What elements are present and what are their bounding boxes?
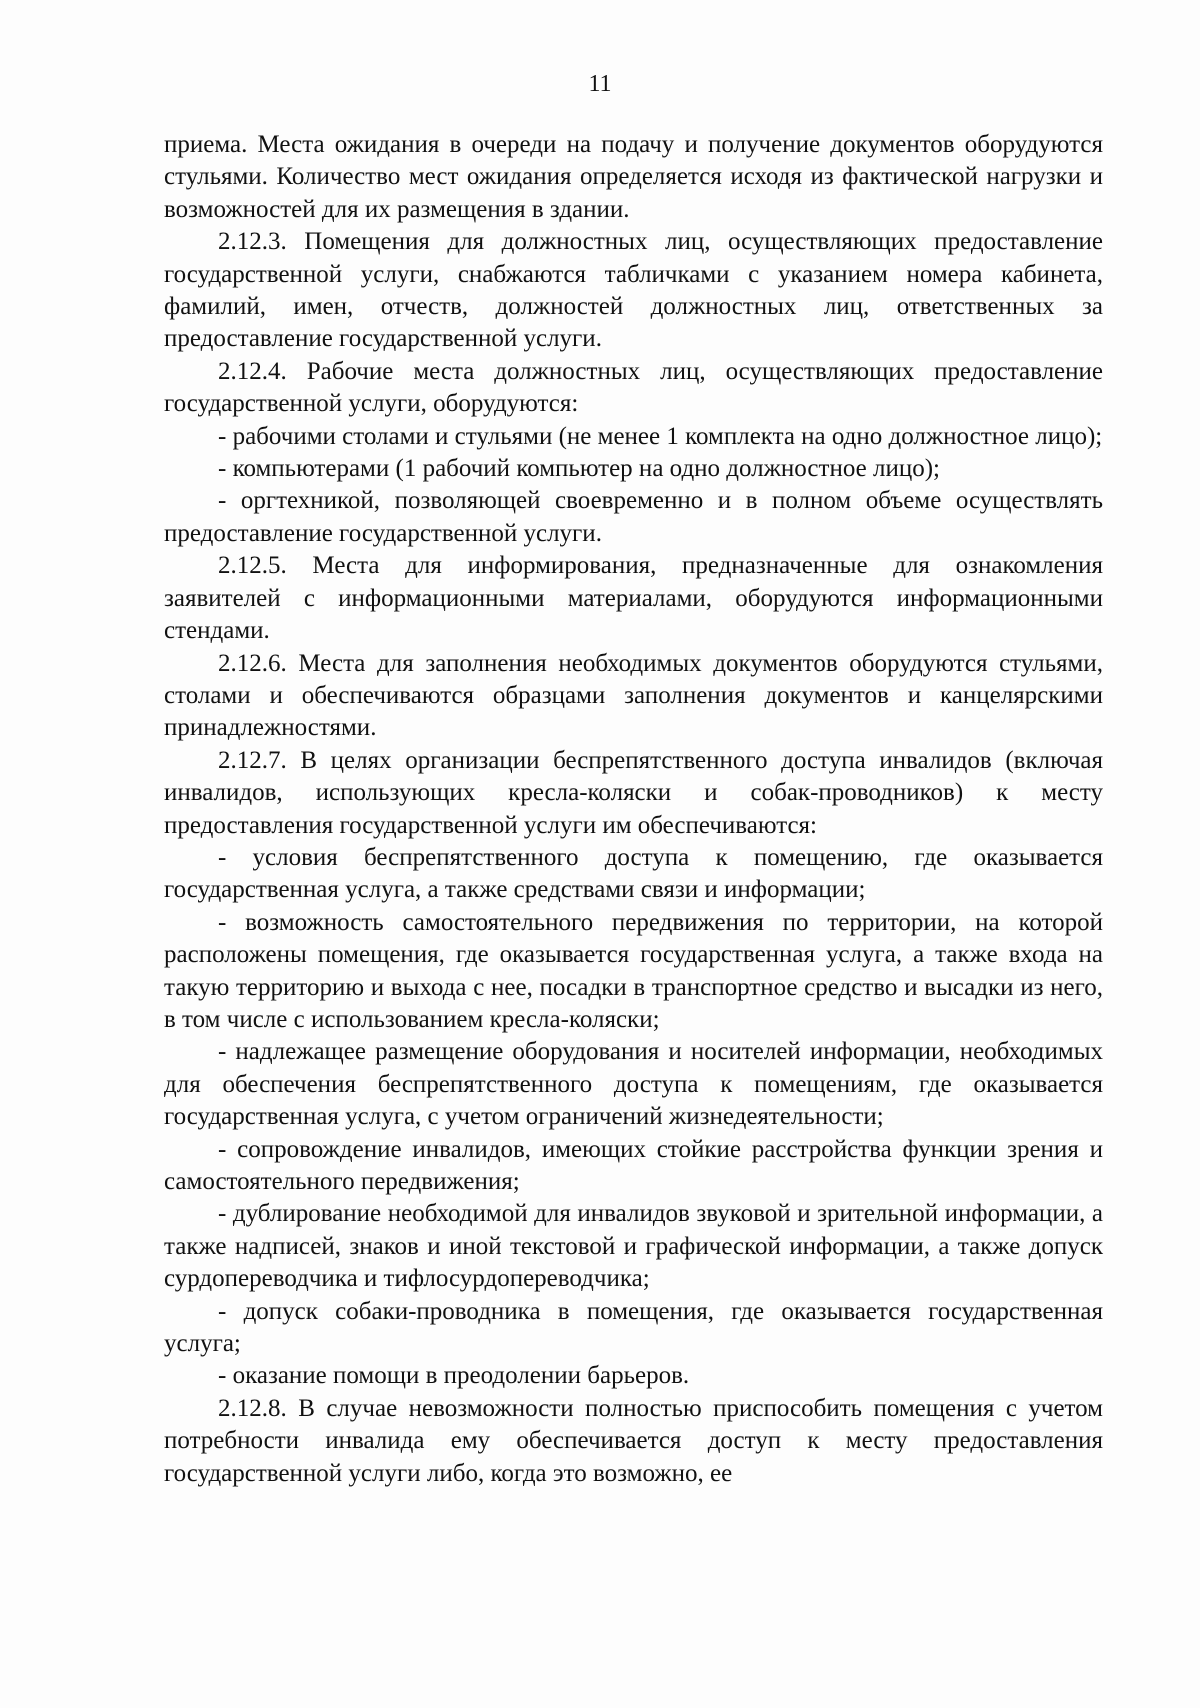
list-item-escort: - сопровождение инвалидов, имеющих стойкие расстройства функции зрения и самостоятельного передвижения; (164, 1135, 1103, 1195)
paragraph-2-12-6: 2.12.6. Места для заполнения необходимых документов оборудуются стульями, столами и обеспечиваются образцами заполнения документов и канцелярскими принадлежностями. (164, 649, 1103, 742)
list-item-equipment-placement: - надлежащее размещение оборудования и носителей информации, необходимых для обеспечения беспрепятственного доступа к помещениям, где оказывается государственная услуга, с учетом ограничений жизнедеятельности; (164, 1038, 1103, 1131)
list-item-movement: - возможность самостоятельного передвижения по территории, на которой расположены помещения, где оказывается государственная услуга, а также входа на такую территорию и выхода с нее, посадки в транспортное средство и высадки из него, в том числе с использованием кресла-коляски; (164, 908, 1103, 1033)
list-item-access-conditions: - условия беспрепятственного доступа к помещению, где оказывается государственная услуга, а также средствами связи и информации; (164, 843, 1103, 904)
paragraph-2-12-7: 2.12.7. В целях организации беспрепятственного доступа инвалидов (включая инвалидов, использующих кресла-коляски и собак-проводников) к месту предоставления государственной услуги им обеспечиваются: (164, 746, 1103, 839)
list-item-assistance: - оказание помощи в преодолении барьеров. (218, 1362, 690, 1390)
paragraph-2-12-3: 2.12.3. Помещения для должностных лиц, осуществляющих предоставление государственной услуги, снабжаются табличками с указанием номера кабинета, фамилий, имен, отчеств, должностей должностных лиц, ответственных за предоставление государственной услуги. (164, 228, 1103, 353)
paragraph-2-12-4: 2.12.4. Рабочие места должностных лиц, осуществляющих предоставление государственной услуги, оборудуются: (164, 357, 1103, 418)
list-item-duplication: - дублирование необходимой для инвалидов звуковой и зрительной информации, а также надписей, знаков и иной текстовой и графической информации, а также допуск сурдопереводчика и тифлосурдопереводчика; (164, 1200, 1103, 1293)
paragraph-continuation: приема. Места ожидания в очереди на подачу и получение документов оборудуются стульями. Количество мест ожидания определяется исходя из фактической нагрузки и возможностей для их размещения в здании. (164, 131, 1103, 223)
paragraph-2-12-8: 2.12.8. В случае невозможности полностью приспособить помещения с учетом потребности инвалида ему обеспечивается доступ к месту предоставления государственной услуги либо, когда это возможно, ее (164, 1394, 1103, 1487)
paragraph-2-12-5: 2.12.5. Места для информирования, предназначенные для ознакомления заявителей с информационными материалами, оборудуются информационными стендами. (164, 552, 1103, 645)
page-number: 11 (588, 71, 612, 97)
list-item-office-equipment: - оргтехникой, позволяющей своевременно и в полном объеме осуществлять предоставление государственной услуги. (164, 487, 1103, 547)
list-item-desks: - рабочими столами и стульями (не менее 1 комплекта на одно должностное лицо); (218, 422, 1103, 450)
document-body (164, 129, 1103, 1490)
list-item-guide-dog: - допуск собаки-проводника в помещения, где оказывается государственная услуга; (164, 1297, 1103, 1358)
list-item-computers: - компьютерами (1 рабочий компьютер на одно должностное лицо); (218, 455, 940, 483)
